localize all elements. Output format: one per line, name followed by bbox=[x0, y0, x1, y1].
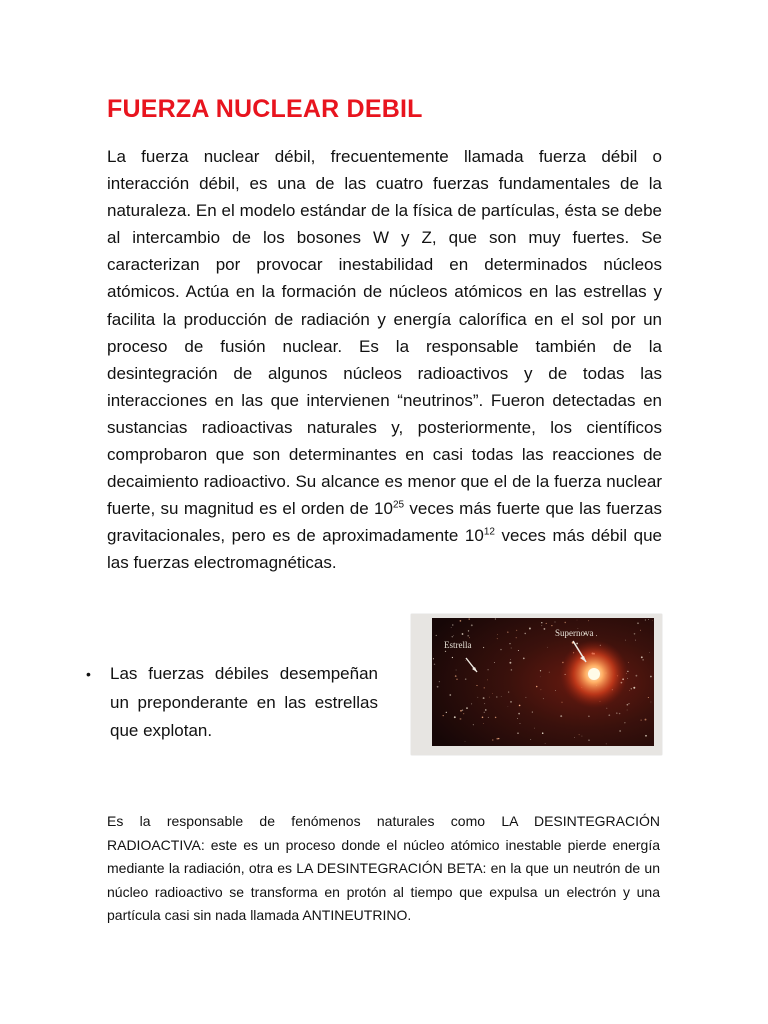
star-dot bbox=[540, 670, 541, 671]
star-dot bbox=[469, 637, 470, 638]
star-dot bbox=[549, 672, 550, 673]
star-dot bbox=[581, 736, 582, 737]
star-dot bbox=[465, 660, 466, 661]
star-dot bbox=[579, 734, 580, 735]
star-dot bbox=[534, 728, 535, 729]
star-dot bbox=[492, 739, 493, 740]
star-dot bbox=[443, 715, 444, 716]
star-dot bbox=[452, 657, 453, 658]
star-dot bbox=[468, 630, 469, 631]
star-dot bbox=[500, 649, 501, 650]
star-dot bbox=[633, 687, 635, 689]
star-dot bbox=[452, 636, 453, 637]
star-dot bbox=[545, 743, 546, 744]
star-dot bbox=[501, 696, 502, 697]
star-dot bbox=[484, 712, 485, 713]
star-dot bbox=[471, 703, 472, 704]
star-dot bbox=[608, 714, 610, 716]
exponent-12: 12 bbox=[483, 526, 495, 538]
star-dot bbox=[517, 732, 519, 734]
star-dot bbox=[482, 717, 484, 719]
star-dot bbox=[576, 643, 578, 645]
star-dot bbox=[645, 619, 646, 620]
star-dot bbox=[637, 622, 639, 624]
star-dot bbox=[561, 702, 562, 703]
star-dot bbox=[460, 718, 462, 720]
star-dot bbox=[485, 709, 486, 710]
star-dot bbox=[641, 656, 643, 658]
star-dot bbox=[596, 635, 597, 636]
star-dot bbox=[494, 662, 495, 663]
star-dot bbox=[510, 659, 511, 660]
star-dot bbox=[497, 634, 498, 635]
star-dot bbox=[439, 681, 440, 682]
star-dot bbox=[627, 710, 628, 711]
supernova-label: Supernova bbox=[555, 628, 594, 638]
supernova-photo bbox=[411, 614, 662, 755]
star-dot bbox=[483, 647, 484, 648]
star-dot bbox=[433, 658, 434, 659]
star-dot bbox=[495, 717, 497, 719]
star-dot bbox=[541, 625, 542, 626]
bullet-list-item bbox=[86, 660, 378, 746]
star-dot bbox=[629, 690, 630, 691]
star-dot bbox=[511, 647, 512, 648]
star-dot bbox=[518, 713, 520, 715]
star-dot bbox=[523, 658, 525, 660]
star-dot bbox=[546, 623, 547, 624]
star-dot bbox=[497, 638, 498, 639]
star-dot bbox=[650, 676, 652, 678]
star-dot bbox=[496, 696, 497, 697]
main-paragraph-text-a: La fuerza nuclear débil, frecuentemente llamada fuerza débil o interacción débil, es una de las cuatro fuerzas fundamentales de la naturaleza. En el modelo estándar de la física de partículas, ésta se debe al intercambio de los bosones W y Z, que son muy fuertes. Se caracterizan por provocar inestabilidad en determinados núcleos atómicos. Actúa en la formación de núcleos atómicos en las estrellas y facilita la producción de radiación y energía calorífica en el sol por un proceso de fusión nuclear. Es la responsable también de la desintegración de algunos núcleos radioactivos y de todas las interacciones en las que intervienen “neutrinos”. Fueron detectadas en sustancias radioactivas naturales y, posteriormente, los científicos comprobaron que son determinantes en casi todas las reacciones de decaimiento radioactivo. Su alcance es menor que el de la fuerza nuclear fuerte, su magnitud es el orden de 10 bbox=[107, 147, 662, 519]
star-dot bbox=[510, 701, 511, 702]
star-dot bbox=[466, 707, 468, 709]
star-dot bbox=[507, 631, 509, 633]
star-dot bbox=[468, 618, 469, 619]
star-dot bbox=[624, 722, 625, 723]
star-dot bbox=[460, 620, 462, 622]
bullet-text: Las fuerzas débiles desempeñan un preponderante en las estrellas que explotan. bbox=[110, 664, 378, 740]
star-dot bbox=[650, 702, 651, 703]
star-dot bbox=[476, 685, 477, 686]
star-dot bbox=[625, 640, 626, 641]
star-dot bbox=[541, 622, 542, 623]
document-title: FUERZA NUCLEAR DEBIL bbox=[107, 95, 423, 123]
star-dot bbox=[471, 624, 473, 626]
star-dot bbox=[516, 630, 517, 631]
star-dot bbox=[543, 628, 545, 630]
star-dot bbox=[509, 643, 510, 644]
star-dot bbox=[487, 680, 488, 681]
star-dot bbox=[519, 705, 521, 707]
star-dot bbox=[588, 620, 589, 621]
star-dot bbox=[489, 697, 490, 698]
star-dot bbox=[648, 619, 649, 620]
star-dot bbox=[616, 712, 618, 714]
secondary-paragraph: Es la responsable de fenómenos naturales como LA DESINTEGRACIÓN RADIOACTIVA: este es un proceso donde el núcleo atómico inestable pierde energía mediante la radiación, otra es LA DESINTEGRACIÓN BETA: en la que un neutrón de un núcleo radioactivo se transforma en protón al tiempo que expulsa un electrón y una partícula casi sin nada llamada ANTINEUTRINO. bbox=[107, 813, 660, 923]
star-dot bbox=[495, 618, 496, 619]
star-dot bbox=[517, 718, 518, 719]
star-dot bbox=[483, 697, 485, 699]
star-dot bbox=[536, 686, 538, 688]
star-dot bbox=[645, 735, 647, 737]
star-dot bbox=[547, 647, 548, 648]
star-dot bbox=[483, 723, 484, 724]
star-dot bbox=[460, 710, 462, 712]
star-dot bbox=[532, 712, 533, 713]
star-dot bbox=[564, 622, 565, 623]
star-dot bbox=[606, 708, 607, 709]
star-dot bbox=[635, 640, 636, 641]
star-dot bbox=[434, 664, 435, 665]
main-paragraph bbox=[107, 143, 662, 577]
star-dot bbox=[511, 669, 513, 671]
star-dot bbox=[606, 744, 607, 745]
star-dot bbox=[508, 706, 509, 707]
star-dot bbox=[492, 693, 493, 694]
star-dot bbox=[577, 620, 578, 621]
star-dot bbox=[551, 625, 552, 626]
star-dot bbox=[446, 712, 447, 713]
star-dot bbox=[449, 694, 451, 696]
star-dot bbox=[542, 732, 544, 734]
star-dot bbox=[498, 738, 499, 739]
star-dot bbox=[516, 637, 517, 638]
star-dot bbox=[525, 697, 526, 698]
star-dot bbox=[487, 669, 488, 670]
star-dot bbox=[437, 686, 439, 688]
star-dot bbox=[627, 704, 629, 706]
star-dot bbox=[619, 713, 620, 714]
star-dot bbox=[488, 717, 489, 718]
star-dot bbox=[452, 624, 453, 625]
bullet-marker: • bbox=[86, 666, 91, 682]
star-dot bbox=[465, 678, 467, 680]
star-dot bbox=[628, 662, 629, 663]
star-dot bbox=[529, 628, 531, 630]
star-dot bbox=[636, 675, 638, 677]
star-dot bbox=[649, 652, 650, 653]
star-dot bbox=[631, 688, 632, 689]
star-dot bbox=[484, 687, 485, 688]
star-dot bbox=[574, 737, 575, 738]
star-dot bbox=[518, 650, 519, 651]
exponent-25: 25 bbox=[392, 499, 405, 511]
main-paragraph-text-c: veces más débil que las fuerzas electromagnéticas. bbox=[107, 526, 662, 573]
star-dot bbox=[462, 709, 463, 710]
star-dot bbox=[652, 620, 653, 621]
star-dot bbox=[456, 670, 457, 671]
star-dot bbox=[634, 633, 636, 635]
star-dot bbox=[619, 730, 621, 732]
star-dot bbox=[641, 720, 642, 721]
star-dot bbox=[588, 715, 590, 717]
star-dot bbox=[463, 713, 464, 714]
star-dot bbox=[555, 690, 556, 691]
star-dot bbox=[496, 738, 498, 740]
star-dot bbox=[640, 630, 641, 631]
star-dot bbox=[645, 719, 647, 721]
star-dot bbox=[473, 724, 474, 725]
main-paragraph-text-b: veces más fuerte que las fuerzas gravitacionales, pero es de aproximadamente 10 bbox=[107, 499, 662, 546]
supernova-core bbox=[588, 668, 600, 680]
star-dot bbox=[462, 633, 464, 635]
star-dot bbox=[455, 675, 457, 677]
star-dot bbox=[453, 635, 454, 636]
star-dot bbox=[465, 741, 466, 742]
star-dot bbox=[477, 697, 478, 698]
star-dot bbox=[456, 679, 457, 680]
star-dot bbox=[445, 651, 446, 652]
star-dot bbox=[520, 723, 521, 724]
star-dot bbox=[628, 703, 629, 704]
star-dot bbox=[560, 715, 562, 717]
star-dot bbox=[451, 627, 452, 628]
star-dot bbox=[540, 677, 541, 678]
star-dot bbox=[588, 739, 589, 740]
star-dot bbox=[454, 716, 456, 718]
star-label: Estrella bbox=[444, 640, 472, 650]
star-dot bbox=[508, 692, 509, 693]
star-dot bbox=[436, 635, 437, 636]
supernova-image bbox=[411, 614, 662, 755]
star-dot bbox=[467, 635, 469, 637]
star-dot bbox=[484, 703, 485, 704]
star-dot bbox=[543, 698, 544, 699]
star-dot bbox=[648, 697, 649, 698]
star-dot bbox=[554, 621, 555, 622]
star-dot bbox=[524, 633, 525, 634]
star-dot bbox=[642, 659, 643, 660]
star-dot bbox=[541, 689, 542, 690]
star-dot bbox=[530, 739, 531, 740]
star-dot bbox=[509, 662, 511, 664]
